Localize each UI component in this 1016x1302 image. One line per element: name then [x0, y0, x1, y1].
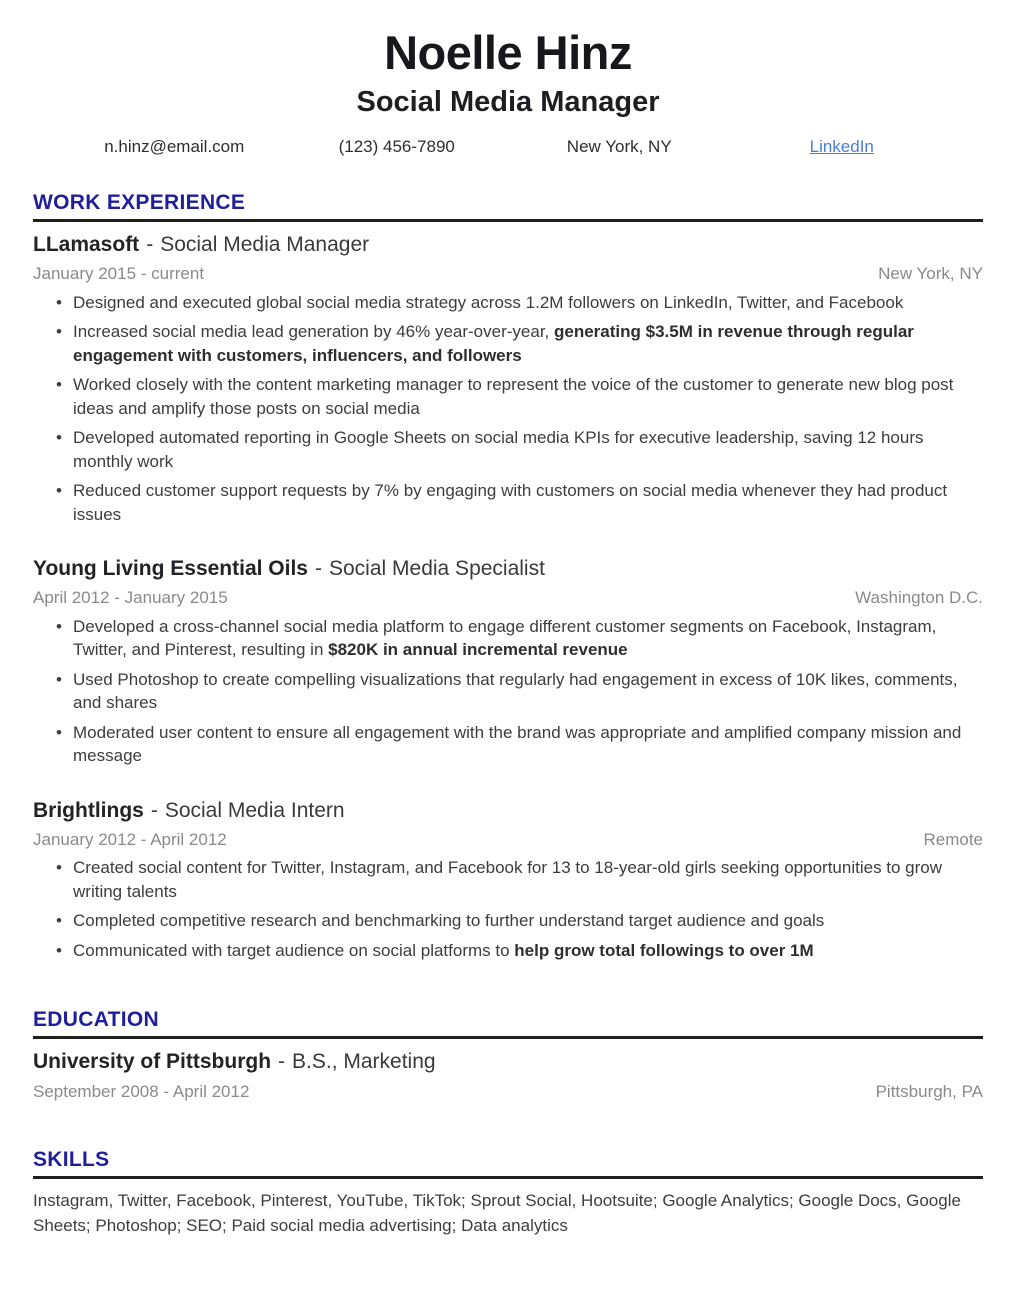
- bullet-text: Developed a cross-channel social media platform to engage different customer segments on Facebook, Instagram, Twitter, and Pinterest, resulting in: [73, 616, 937, 660]
- section-rule: [33, 1176, 983, 1179]
- company-name: LLamasoft: [33, 233, 140, 257]
- bullet-item: [73, 668, 983, 715]
- section-title-work-experience: WORK EXPERIENCE: [33, 190, 246, 214]
- bullet-item: [73, 909, 983, 933]
- bullet-list: [33, 291, 983, 527]
- person-job-title: Social Media Manager: [356, 86, 660, 119]
- bullet-item: [73, 856, 983, 903]
- section-rule: [33, 1036, 983, 1039]
- education-meta: [33, 1081, 983, 1102]
- school-name: University of Pittsburgh: [33, 1050, 272, 1074]
- bullet-item: [73, 721, 983, 768]
- bullet-list: [33, 615, 983, 768]
- title-separator: -: [146, 233, 154, 257]
- job-location: Remote: [923, 829, 983, 849]
- company-name: Young Living Essential Oils: [33, 557, 308, 581]
- bullet-item: [73, 479, 983, 526]
- job-dates: January 2012 - April 2012: [33, 829, 227, 849]
- job-title-line: [33, 797, 983, 824]
- section-work-experience: [33, 190, 983, 962]
- bullet-text: Moderated user content to ensure all engagement with the brand was appropriate and amplified company mission and message: [73, 722, 962, 766]
- bullet-text: Completed competitive research and benchmarking to further understand target audience and goals: [73, 911, 825, 931]
- bullet-text: Developed automated reporting in Google Sheets on social media KPIs for executive leadership, saving 12 hours monthly work: [73, 428, 924, 471]
- contact-location: New York, NY: [566, 136, 672, 156]
- bullet-text: Communicated with target audience on social platforms to: [73, 940, 515, 960]
- section-education: [33, 1007, 983, 1102]
- contact-row: [63, 137, 953, 157]
- job-role: Social Media Manager: [160, 233, 370, 257]
- bullet-item: [73, 939, 983, 963]
- bullet-text: Worked closely with the content marketing manager to represent the voice of the customer to generate new blog post ideas and amplify those posts on social media: [73, 375, 954, 418]
- bullet-item: [73, 373, 983, 420]
- title-separator: -: [150, 798, 158, 822]
- job-title-line: [33, 555, 983, 582]
- bullet-text: Created social content for Twitter, Instagram, and Facebook for 13 to 18-year-old girls seeking opportunities to grow writing talents: [73, 858, 943, 901]
- job-entry-brightlings: [33, 797, 983, 963]
- bullet-bold-text: help grow total followings to over 1M: [514, 940, 814, 960]
- section-rule: [33, 219, 983, 222]
- bullet-item: [73, 426, 983, 473]
- job-role: Social Media Intern: [164, 798, 345, 822]
- job-meta: [33, 263, 983, 284]
- bullet-list: [33, 856, 983, 962]
- title-separator: -: [278, 1050, 286, 1074]
- education-location: Pittsburgh, PA: [875, 1081, 983, 1101]
- title-separator: -: [315, 557, 322, 581]
- job-entry-llamasoft: [33, 231, 983, 526]
- section-title-skills: SKILLS: [33, 1147, 110, 1171]
- bullet-text: Used Photoshop to create compelling visualizations that regularly had engagement in excess of 10K likes, comments, and shares: [73, 669, 958, 713]
- bullet-text: Increased social media lead generation by 46% year-over-year,: [73, 322, 554, 342]
- section-title-education: EDUCATION: [33, 1008, 159, 1032]
- person-name: Noelle Hinz: [384, 26, 632, 79]
- bullet-text: Reduced customer support requests by 7% by engaging with customers on social media whenever they had product issues: [73, 481, 948, 524]
- job-location: Washington D.C.: [855, 588, 983, 608]
- contact-phone: (123) 456-7890: [338, 136, 455, 156]
- job-location: New York, NY: [878, 264, 983, 284]
- bullet-bold-text: generating $3.5M in revenue through regular engagement with customers, influencers, and followers: [73, 322, 914, 365]
- skills-list: Instagram, Twitter, Facebook, Pinterest, YouTube, TikTok; Sprout Social, Hootsuite; Google Analytics; Google Docs, Google Sheets; Photoshop; SEO; Paid social media advertising; Data analytics: [33, 1191, 961, 1236]
- job-meta: [33, 587, 983, 608]
- resume-header: [33, 26, 983, 157]
- bullet-text: Designed and executed global social media strategy across 1.2M followers on LinkedIn, Twitter, and Facebook: [73, 292, 904, 312]
- bullet-bold-text: $820K in annual incremental revenue: [328, 640, 628, 660]
- section-skills: [33, 1147, 983, 1238]
- degree: B.S., Marketing: [292, 1050, 436, 1074]
- company-name: Brightlings: [33, 798, 144, 822]
- bullet-item: [73, 615, 983, 662]
- bullet-item: [73, 320, 983, 367]
- education-dates: September 2008 - April 2012: [33, 1081, 250, 1101]
- contact-email: n.hinz@email.com: [104, 136, 245, 156]
- job-dates: April 2012 - January 2015: [33, 588, 228, 608]
- bullet-item: [73, 291, 983, 315]
- linkedin-link[interactable]: LinkedIn: [809, 136, 874, 156]
- education-entry: [33, 1048, 983, 1102]
- education-title-line: [33, 1048, 983, 1075]
- job-entry-young-living: [33, 555, 983, 768]
- job-dates: January 2015 - current: [33, 264, 205, 284]
- job-meta: [33, 829, 983, 850]
- job-title-line: [33, 231, 983, 258]
- job-role: Social Media Specialist: [329, 557, 545, 581]
